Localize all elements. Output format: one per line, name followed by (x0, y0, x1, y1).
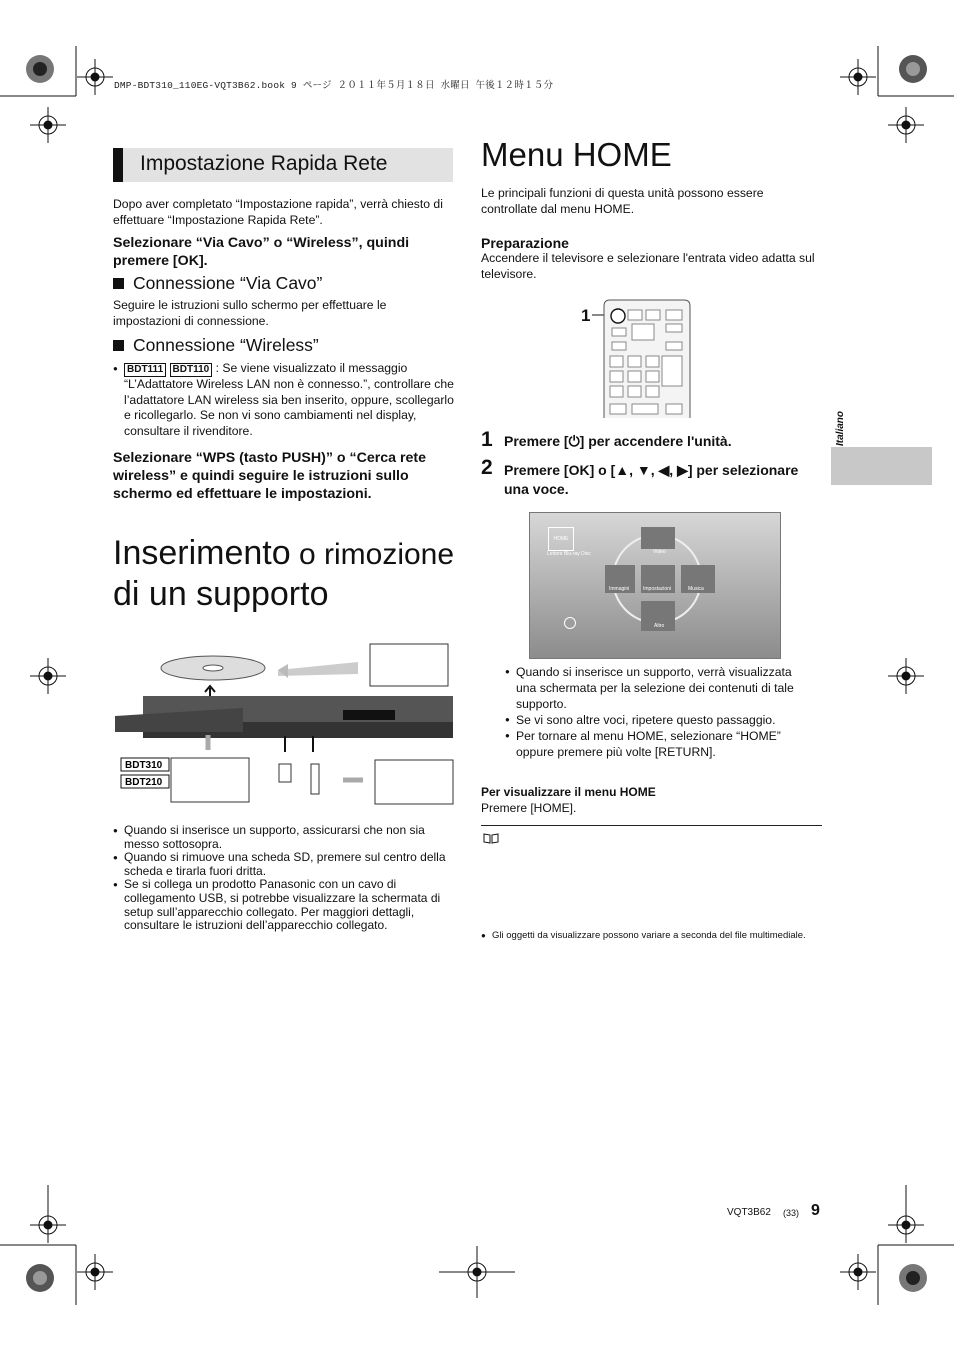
note-text: ● Gli oggetti da visualizzare possono variare a seconda del file multimediale. (481, 930, 812, 942)
player-label: Lettore Blu-ray Disc (547, 551, 591, 557)
wireless-note-text: : Se viene visualizzato il messaggio “L’Adattatore Wireless LAN non è connesso.”, controllare che l’adattatore LAN wireless sia ben inserito, oppure, scollegarlo e ricollegarlo. Se non vi sono cambiamenti nel display, consultare il rivenditore. (124, 361, 454, 438)
model-tag-bdt310: BDT310 (125, 760, 163, 771)
list-item: ● Se vi sono altre voci, ripetere questo passaggio. (505, 712, 815, 728)
home-menu-screenshot (529, 512, 781, 659)
section-heading-bar (113, 148, 453, 182)
print-header: DMP-BDT310_110EG-VQT3B62.book 9 ページ ２０１１年５月１８日 水曜日 午後１２時１５分 (114, 80, 554, 91)
list-item: ● Quando si inserisce un supporto, verrà visualizzata una schermata per la selezione dei contenuti di tale supporto. (505, 664, 815, 712)
square-bullet-icon (113, 340, 124, 351)
prep-heading: Preparazione (481, 235, 569, 251)
wireless-label: Connessione “Wireless” (133, 335, 319, 355)
intro-text: Dopo aver completato “Impostazione rapida”, verrà chiesto di effettuare “Impostazione Rapida Rete”. (113, 197, 443, 227)
menu-home-title: Menu HOME (481, 136, 672, 173)
list-item: ● Quando si rimuove una scheda SD, premere sul centro della scheda e tirarla fuori dritta. (113, 851, 458, 878)
square-bullet-icon (113, 278, 124, 289)
separator (481, 825, 822, 826)
step-2-text: Premere [OK] o [▲, ▼, ◀, ▶] per selezionare una voce. (504, 462, 799, 497)
wireless-note (113, 361, 464, 439)
heading-marker (113, 148, 123, 182)
wireless-heading (113, 335, 319, 356)
list-item: ● Per tornare al menu HOME, selezionare “HOME” oppure premere più volte [RETURN]. (505, 728, 815, 760)
footer-code: VQT3B62 (727, 1207, 771, 1218)
via-cavo-text: Seguire le istruzioni sullo schermo per effettuare le impostazioni di connessione. (113, 298, 387, 328)
remote-illustration (592, 298, 692, 418)
menu-bullets (505, 664, 815, 760)
language-tab (831, 447, 932, 485)
select-instruction: Selezionare “Via Cavo” o “Wireless”, quindi premere [OK]. (113, 235, 410, 269)
book-icon (483, 833, 499, 844)
menu-item-impostazioni[interactable]: Impostazioni (643, 586, 672, 592)
footer-sub: (33) (783, 1208, 800, 1218)
prep-text: Accendere il televisore e selezionare l'entrata video adatta sul televisore. (481, 251, 815, 281)
menu-item-musica[interactable]: Musica (688, 586, 704, 592)
menu-item-video[interactable]: Video (653, 549, 666, 555)
step-2-number: 2 (481, 456, 493, 479)
model-tag: BDT110 (170, 363, 213, 377)
insert-bullets (113, 824, 458, 933)
player-illustration (113, 640, 458, 810)
wireless-instruction: Selezionare “WPS (tasto PUSH)” o “Cerca rete wireless” e quindi seguire le istruzioni sullo schermo ed effettuare le impostazioni. (113, 450, 426, 502)
model-tag-bdt210: BDT210 (125, 777, 163, 788)
insert-title-line2: di un supporto (113, 575, 329, 613)
menu-item-altro[interactable]: Altro (654, 623, 665, 629)
insert-title-b: o rimozione (290, 538, 455, 571)
menu-item-immagini[interactable]: Immagini (609, 586, 630, 592)
via-cavo-label: Connessione “Via Cavo” (133, 273, 323, 293)
menu-intro: Le principali funzioni di questa unità possono essere controllate dal menu HOME. (481, 186, 764, 216)
section-title: Impostazione Rapida Rete (140, 152, 388, 175)
list-item: ● Quando si inserisce un supporto, assicurarsi che non sia messo sottosopra. (113, 824, 458, 851)
home-badge: HOME (548, 527, 574, 551)
model-tag: BDT111 (124, 363, 166, 377)
view-text: Premere [HOME]. (481, 801, 577, 815)
remote-callout: 1 (581, 306, 591, 325)
list-item: ● Se si collega un prodotto Panasonic con un cavo di collegamento USB, si potrebbe visualizzare la schermata di setup sull’apparecchio collegato. Per maggiori dettagli, consultare le istruzioni dell’apparecchio collegato. (113, 878, 458, 932)
insert-title (113, 534, 454, 573)
page-number: 9 (811, 1202, 820, 1219)
insert-title-a: Inserimento (113, 534, 291, 572)
language-label: Italiano (835, 410, 846, 446)
view-heading: Per visualizzare il menu HOME (481, 785, 656, 799)
step-1-text: Premere [⏻] per accendere l'unità. (504, 433, 732, 449)
via-cavo-heading (113, 273, 322, 294)
step-1-number: 1 (481, 428, 493, 451)
globe-icon (564, 617, 576, 629)
